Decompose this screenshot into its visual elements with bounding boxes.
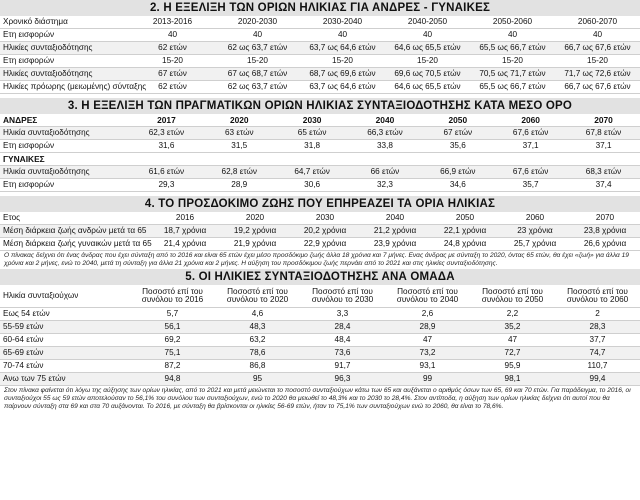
cell: 40 (385, 29, 470, 42)
row-label: Ανω των 75 ετών (0, 373, 130, 386)
cell: 28,3 (555, 321, 640, 334)
cell: 2,2 (470, 308, 555, 321)
section-3-title: 3. Η ΕΞΕΛΙΞΗ ΤΩΝ ΠΡΑΓΜΑΤΙΚΩΝ ΟΡΙΩΝ ΗΛΙΚΙΑΣ ΣΥΝΤΑΞΙΟΔΟΤΗΣΗΣ ΚΑΤΑ ΜΕΣΟ ΟΡΟ (0, 98, 640, 114)
table-row (0, 225, 640, 238)
cell: 2 (555, 308, 640, 321)
cell: 21,4 χρόνια (150, 238, 220, 251)
year-cell: 2017 (130, 114, 203, 127)
header-cell: Ποσοστό επί του συνόλου το 2060 (555, 285, 640, 308)
year-cell: 2070 (567, 114, 640, 127)
cell: 62 ως 63,7 ετών (215, 81, 300, 94)
cell: 63,7 ως 64,6 ετών (300, 42, 385, 55)
cell: 18,7 χρόνια (150, 225, 220, 238)
cell: 62,3 ετών (130, 127, 203, 140)
row-label: Ετη εισφορών (0, 55, 130, 68)
header-cell: Ποσοστό επί του συνόλου το 2030 (300, 285, 385, 308)
header-cell: 2040-2050 (385, 16, 470, 29)
cell: 99 (385, 373, 470, 386)
header-cell: 2070 (570, 212, 640, 225)
section-5-title: 5. ΟΙ ΗΛΙΚΙΕΣ ΣΥΝΤΑΞΙΟΔΟΤΗΣΗΣ ΑΝΑ ΟΜΑΔΑ (0, 269, 640, 285)
cell: 20,2 χρόνια (290, 225, 360, 238)
header-cell: 2013-2016 (130, 16, 215, 29)
row-label: Μέση διάρκεια ζωής γυναικών μετά τα 65 (0, 238, 150, 251)
cell: 73,6 (300, 347, 385, 360)
row-label: Εως 54 ετών (0, 308, 130, 321)
cell: 67,6 ετών (494, 127, 567, 140)
table-actual-age-limits (0, 114, 640, 192)
table-row (0, 55, 640, 68)
header-cell: Χρονικό διάστημα (0, 16, 130, 29)
row-label: Ετη εισφορών (0, 140, 130, 153)
cell: 69,6 ως 70,5 ετών (385, 68, 470, 81)
year-cell: 2020 (203, 114, 276, 127)
section-2-title: 2. Η ΕΞΕΛΙΞΗ ΤΩΝ ΟΡΙΩΝ ΗΛΙΚΙΑΣ ΓΙΑ ΑΝΔΡΕΣ - ΓΥΝΑΙΚΕΣ (0, 0, 640, 16)
cell: 62,8 ετών (203, 166, 276, 179)
cell: 93,1 (385, 360, 470, 373)
cell: 66,9 ετών (421, 166, 494, 179)
cell: 29,3 (130, 179, 203, 192)
header-cell: Ποσοστό επί του συνόλου το 2050 (470, 285, 555, 308)
cell: 34,6 (421, 179, 494, 192)
cell: 64,6 ως 65,5 ετών (385, 81, 470, 94)
header-cell: Ποσοστό επί του συνόλου το 2040 (385, 285, 470, 308)
section-4-title: 4. ΤΟ ΠΡΟΣΔΟΚΙΜΟ ΖΩΗΣ ΠΟΥ ΕΠΗΡΕΑΖΕΙ ΤΑ ΟΡΙΑ ΗΛΙΚΙΑΣ (0, 196, 640, 212)
cell: 96,3 (300, 373, 385, 386)
cell: 67,8 ετών (567, 127, 640, 140)
cell: 40 (555, 29, 640, 42)
cell: 21,9 χρόνια (220, 238, 290, 251)
cell: 35,6 (421, 140, 494, 153)
header-cell: Ποσοστό επί του συνόλου το 2016 (130, 285, 215, 308)
table-age-groups (0, 285, 640, 386)
cell: 40 (470, 29, 555, 42)
cell: 66,7 ως 67,6 ετών (555, 81, 640, 94)
cell: 47 (470, 334, 555, 347)
row-label: Ηλικίες πρόωρης (μειωμένης) σύνταξης (0, 81, 130, 94)
cell: 72,7 (470, 347, 555, 360)
cell: 37,4 (567, 179, 640, 192)
cell: 35,2 (470, 321, 555, 334)
header-cell: 2050-2060 (470, 16, 555, 29)
cell: 37,1 (494, 140, 567, 153)
table-header-row (0, 285, 640, 308)
table-row (0, 140, 640, 153)
cell: 37,1 (567, 140, 640, 153)
cell: 35,7 (494, 179, 567, 192)
year-cell: 2060 (494, 114, 567, 127)
cell: 110,7 (555, 360, 640, 373)
table-row (0, 166, 640, 179)
cell: 28,9 (203, 179, 276, 192)
cell: 15-20 (130, 55, 215, 68)
row-label: Ηλικίες συνταξιοδότησης (0, 68, 130, 81)
cell: 63 ετών (203, 127, 276, 140)
table-header-row (0, 16, 640, 29)
cell: 15-20 (300, 55, 385, 68)
cell: 62 ετών (130, 81, 215, 94)
row-label: Ηλικία συνταξιοδότησης (0, 166, 130, 179)
cell: 28,9 (385, 321, 470, 334)
cell: 62 ως 63,7 ετών (215, 42, 300, 55)
cell: 15-20 (215, 55, 300, 68)
cell: 15-20 (470, 55, 555, 68)
cell: 56,1 (130, 321, 215, 334)
cell: 25,7 χρόνια (500, 238, 570, 251)
year-cell: 2030 (276, 114, 349, 127)
cell: 31,6 (130, 140, 203, 153)
cell: 31,8 (276, 140, 349, 153)
cell: 86,8 (215, 360, 300, 373)
table-row (0, 81, 640, 94)
cell: 69,2 (130, 334, 215, 347)
cell: 65 ετών (276, 127, 349, 140)
table-row (0, 179, 640, 192)
year-cell: 2040 (349, 114, 422, 127)
row-label: Ηλικία συνταξιοδότησης (0, 127, 130, 140)
row-label: Μέση διάρκεια ζωής ανδρών μετά τα 65 (0, 225, 150, 238)
cell: 37,7 (555, 334, 640, 347)
cell: 78,6 (215, 347, 300, 360)
table-row (0, 238, 640, 251)
cell: 26,6 χρόνια (570, 238, 640, 251)
cell: 32,3 (349, 179, 422, 192)
cell: 68,3 ετών (567, 166, 640, 179)
header-cell: 2020 (220, 212, 290, 225)
table-row (0, 68, 640, 81)
cell: 40 (130, 29, 215, 42)
cell: 22,9 χρόνια (290, 238, 360, 251)
header-cell: Ετος (0, 212, 150, 225)
cell: 74,7 (555, 347, 640, 360)
life-expectancy-note: Ο πίνακας δείχνει ότι ένας άνδρας που έχει σύνταξη από το 2016 και είναι 65 ετών έχει μέσο προσδόκιμο ζωής άλλα 18 χρόνια και 7 μήνες. Ενας άνδρας με σύνταξη το 2020, όντας 65 ετών, θα έχει «ζωή» για άλλα 19 χρόνια και 2 μήνες, ενώ το 2040, μετά τη σύνταξη για άλλα 21 χρόνια και 2 μήνες. Η αύξηση του προσδόκιμου ζωής περνάει από το 2021 και στις ηλικίες συνταξιοδότησης. (4, 252, 629, 267)
cell: 66,7 ως 67,6 ετών (555, 42, 640, 55)
row-label: 65-69 ετών (0, 347, 130, 360)
cell: 66,3 ετών (349, 127, 422, 140)
cell: 48,4 (300, 334, 385, 347)
year-cell: 2050 (421, 114, 494, 127)
cell: 64,6 ως 65,5 ετών (385, 42, 470, 55)
cell: 23,8 χρόνια (570, 225, 640, 238)
row-label: Ετη εισφορών (0, 29, 130, 42)
cell: 24,8 χρόνια (430, 238, 500, 251)
cell: 22,1 χρόνια (430, 225, 500, 238)
header-cell: 2060 (500, 212, 570, 225)
cell: 71,7 ως 72,6 ετών (555, 68, 640, 81)
header-cell: 2040 (360, 212, 430, 225)
group-label-men: ΑΝΔΡΕΣ (0, 114, 130, 127)
table-row (0, 347, 640, 360)
header-cell: 2050 (430, 212, 500, 225)
cell: 23,9 χρόνια (360, 238, 430, 251)
row-label: Ετη εισφορών (0, 179, 130, 192)
cell: 19,2 χρόνια (220, 225, 290, 238)
table-row (0, 334, 640, 347)
cell: 40 (300, 29, 385, 42)
row-label: 70-74 ετών (0, 360, 130, 373)
row-label: 55-59 ετών (0, 321, 130, 334)
row-label: 60-64 ετών (0, 334, 130, 347)
cell: 63,2 (215, 334, 300, 347)
cell: 99,4 (555, 373, 640, 386)
header-cell: 2030 (290, 212, 360, 225)
cell: 94,8 (130, 373, 215, 386)
cell: 15-20 (555, 55, 640, 68)
cell: 95 (215, 373, 300, 386)
cell: 61,6 ετών (130, 166, 203, 179)
cell: 64,7 ετών (276, 166, 349, 179)
cell: 65,5 ως 66,7 ετών (470, 81, 555, 94)
cell: 33,8 (349, 140, 422, 153)
table-age-limits (0, 16, 640, 94)
cell: 2,6 (385, 308, 470, 321)
cell: 48,3 (215, 321, 300, 334)
table-row (0, 29, 640, 42)
header-cell: 2016 (150, 212, 220, 225)
cell: 47 (385, 334, 470, 347)
cell: 95,9 (470, 360, 555, 373)
table-life-expectancy (0, 212, 640, 251)
men-header-row (0, 114, 640, 127)
cell: 75,1 (130, 347, 215, 360)
table-header-row (0, 212, 640, 225)
cell: 73,2 (385, 347, 470, 360)
cell: 30,6 (276, 179, 349, 192)
cell: 28,4 (300, 321, 385, 334)
table-row (0, 42, 640, 55)
cell: 66 ετών (349, 166, 422, 179)
header-cell: Ηλικία συνταξιούχων (0, 285, 130, 308)
cell: 5,7 (130, 308, 215, 321)
cell: 15-20 (385, 55, 470, 68)
cell: 23 χρόνια (500, 225, 570, 238)
cell: 70,5 ως 71,7 ετών (470, 68, 555, 81)
cell: 67,6 ετών (494, 166, 567, 179)
group-label-women: ΓΥΝΑΙΚΕΣ (0, 153, 640, 166)
cell: 21,2 χρόνια (360, 225, 430, 238)
table-row (0, 127, 640, 140)
cell: 31,5 (203, 140, 276, 153)
table-row (0, 373, 640, 386)
cell: 40 (215, 29, 300, 42)
cell: 4,6 (215, 308, 300, 321)
table-row (0, 308, 640, 321)
cell: 67 ετών (130, 68, 215, 81)
row-label: Ηλικίες συνταξιοδότησης (0, 42, 130, 55)
cell: 67 ως 68,7 ετών (215, 68, 300, 81)
cell: 68,7 ως 69,6 ετών (300, 68, 385, 81)
cell: 62 ετών (130, 42, 215, 55)
age-groups-note: Στον πίνακα φαίνεται ότι λόγω της αύξησης των ορίων ηλικίας, από το 2021 και μετά μειώνεται το ποσοστό συνταξιούχων κάτω των 65 και αυξάνεται ο αριθμός όσων των 65, 69 και 70 ετών. Για παράδειγμα, το 2016, οι συνταξιούχοι 55 ως 59 ετών αποτελούσαν το 56,1% του συνόλου των συνταξιούχων, ενώ το 2020 θα μειωθεί το 48,3% και το 2030 το 28,4%. Στον αντίποδα, η αύξηση των ορίων ηλικίας δείχνει ότι αυτοί που θα παίρνουν σύνταξη στα 69 και στα 70 αυξάνονται. Το 2016, με σύνταξη θα βρίσκονται οι ηλικίες 56-69 ετών, ήταν το 75,1% των συνταξιούχων ενώ το 2060, θα είναι το 78,6%. (4, 387, 631, 410)
header-cell: Ποσοστό επί του συνόλου το 2020 (215, 285, 300, 308)
table-row (0, 321, 640, 334)
cell: 63,7 ως 64,6 ετών (300, 81, 385, 94)
header-cell: 2030-2040 (300, 16, 385, 29)
table-row (0, 360, 640, 373)
header-cell: 2020-2030 (215, 16, 300, 29)
cell: 65,5 ως 66,7 ετών (470, 42, 555, 55)
cell: 98,1 (470, 373, 555, 386)
header-cell: 2060-2070 (555, 16, 640, 29)
cell: 3,3 (300, 308, 385, 321)
cell: 91,7 (300, 360, 385, 373)
women-header-row (0, 153, 640, 166)
cell: 67 ετών (421, 127, 494, 140)
cell: 87,2 (130, 360, 215, 373)
